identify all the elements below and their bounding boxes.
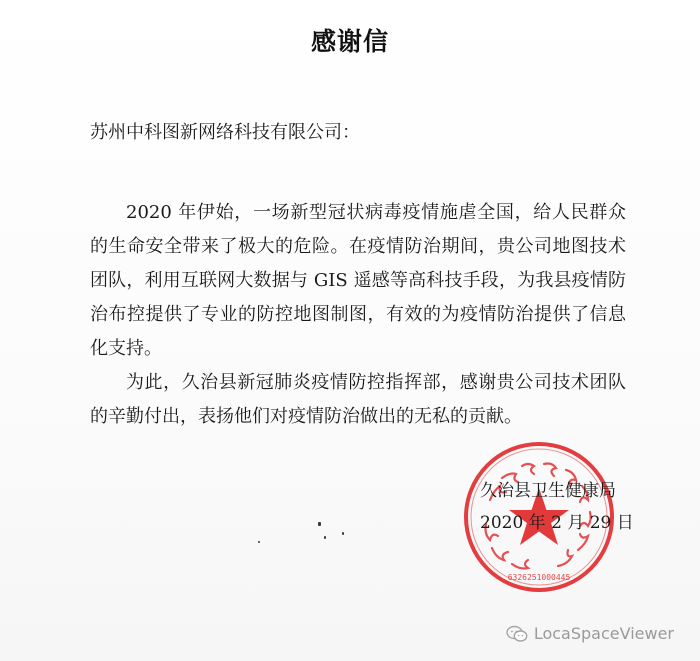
signature-block: [480, 474, 634, 540]
paragraph-2: 为此，久治县新冠肺炎疫情防控指挥部，感谢贵公司技术团队的辛勤付出，表扬他们对疫情防治做出的无私的贡献。: [90, 372, 626, 427]
seal-number: 6326251000445: [507, 573, 571, 582]
page-title: 感谢信: [310, 27, 389, 56]
letter-body: [90, 196, 626, 434]
paragraph-1: 2020 年伊始，一场新型冠状病毒疫情施虐全国，给人民群众的生命安全带来了极大的危险。在疫情防治期间，贵公司地图技术团队，利用互联网大数据与 GIS 遥感等高科技手段，为我县疫情防治布控提供了专业的防控地图制图，有效的为疫情防治提供了信息化支持。: [90, 202, 626, 359]
watermark-text: LocaSpaceViewer: [533, 624, 674, 643]
watermark: [506, 624, 674, 643]
wechat-icon: [506, 625, 528, 643]
signature-organization: 久治县卫生健康局: [480, 481, 616, 501]
salutation: 苏州中科图新网络科技有限公司：: [90, 122, 360, 143]
signature-date: 2020 年 2 月 29 日: [480, 513, 634, 533]
